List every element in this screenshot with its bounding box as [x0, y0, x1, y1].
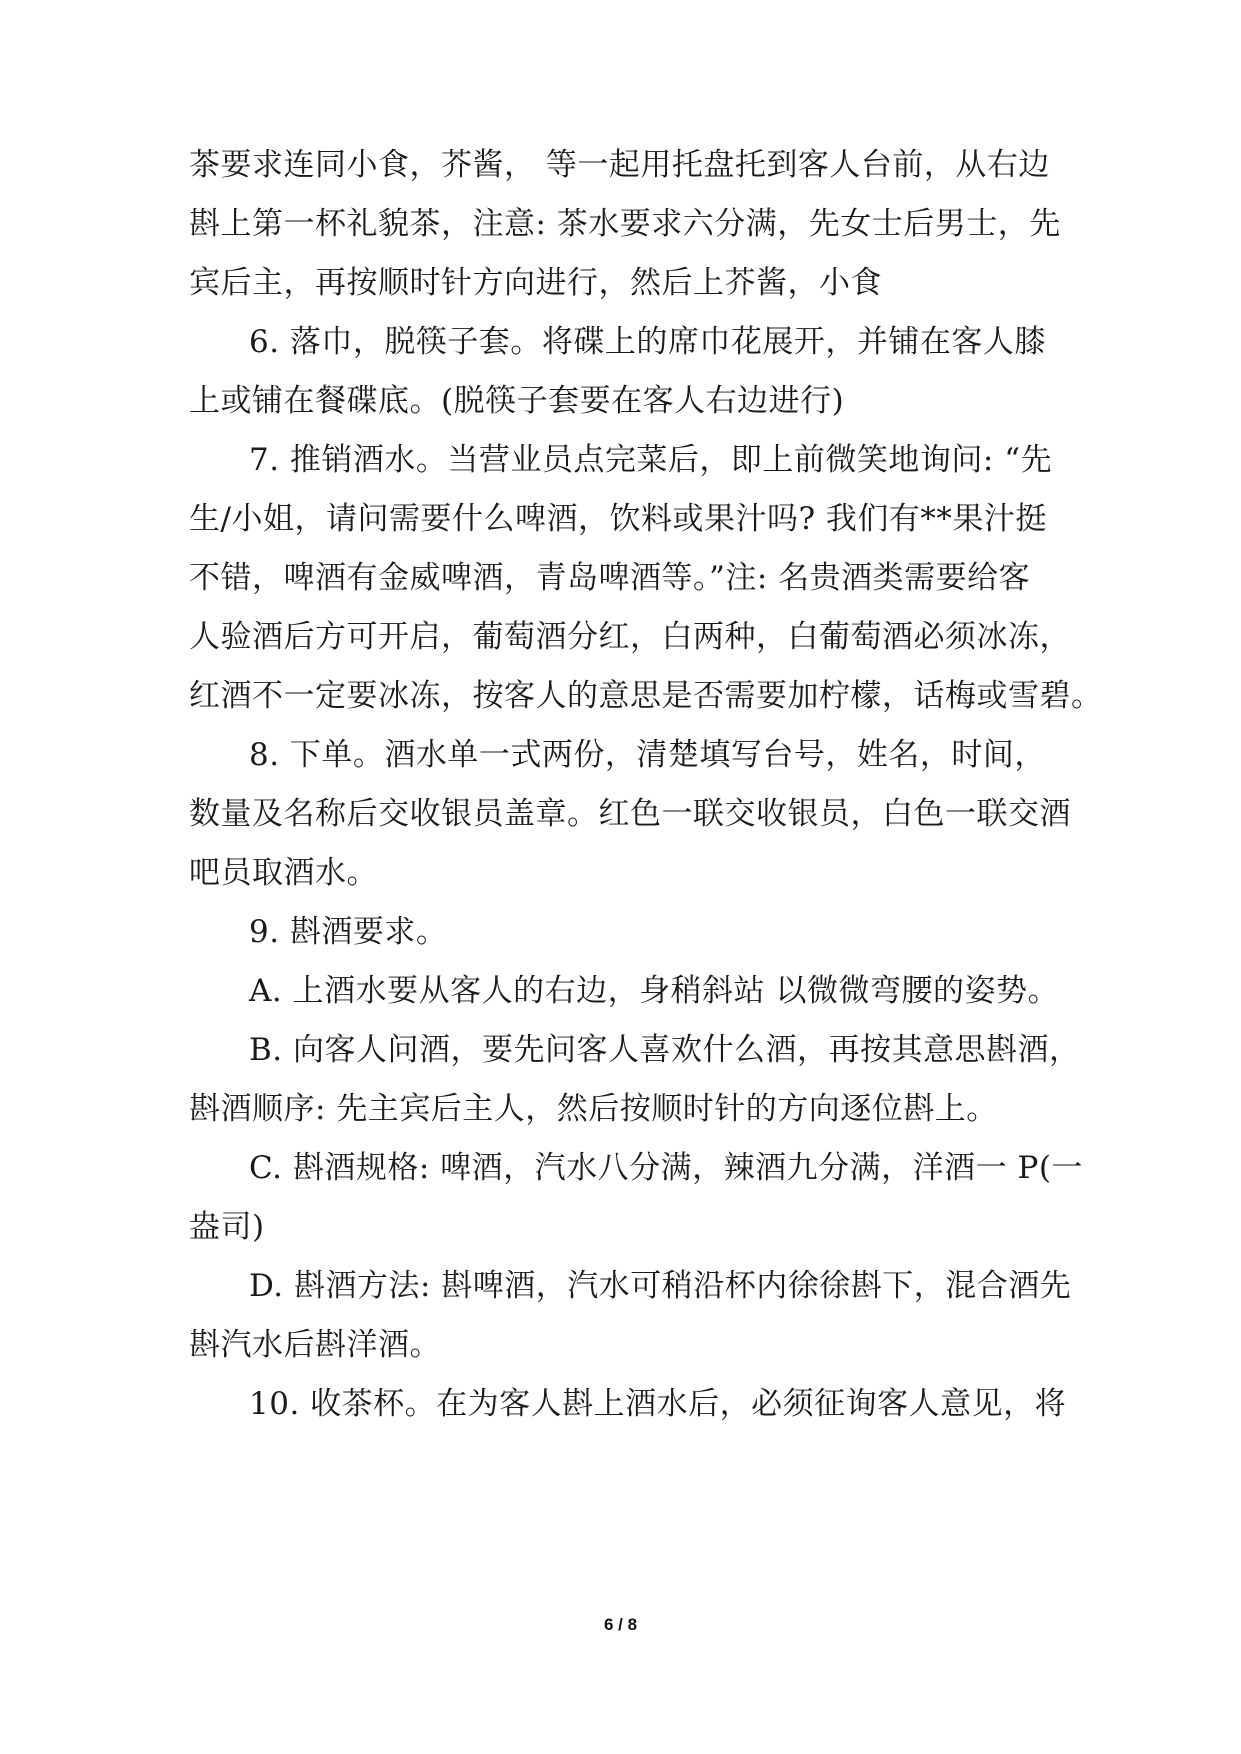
text-line: 斟汽水后斟洋酒。 — [189, 1327, 441, 1363]
text-line: B. 向客人问酒，要先问客人喜欢什么酒，再按其意思斟酒， — [249, 1032, 1081, 1068]
text-line: D. 斟酒方法: 斟啤酒，汽水可稍沿杯内徐徐斟下，混合酒先 — [249, 1268, 1072, 1304]
text-line: 斟酒顺序: 先主宾后主人，然后按顺时针的方向逐位斟上。 — [189, 1091, 998, 1127]
text-line: 6. 落巾，脱筷子套。将碟上的席巾花展开，并铺在客人膝 — [249, 324, 1046, 360]
text-line: 宾后主，再按顺时针方向进行，然后上芥酱，小食 — [189, 265, 882, 301]
text-line: 10. 收茶杯。在为客人斟上酒水后，必须征询客人意见，将 — [249, 1386, 1067, 1422]
text-line: 9. 斟酒要求。 — [249, 914, 448, 950]
text-line: 红酒不一定要冰冻，按客人的意思是否需要加柠檬，话梅或雪碧。 — [189, 678, 1103, 714]
text-line: 生/小姐，请问需要什么啤酒，饮料或果汁吗? 我们有**果汁挺 — [189, 501, 1047, 537]
text-line: 斟上第一杯礼貌茶，注意: 茶水要求六分满，先女士后男士，先 — [189, 206, 1061, 242]
text-line: 盎司) — [189, 1209, 265, 1245]
text-line: 人验酒后方可开启，葡萄酒分红，白两种，白葡萄酒必须冰冻， — [189, 619, 1071, 655]
page-number: 6 / 8 — [603, 1615, 638, 1634]
text-line: C. 斟酒规格: 啤酒，汽水八分满，辣酒九分满，洋酒一 P(一 — [249, 1150, 1083, 1186]
text-line: 数量及名称后交收银员盖章。红色一联交收银员，白色一联交酒 — [189, 796, 1071, 832]
text-line: 茶要求连同小食，芥酱， 等一起用托盘托到客人台前，从右边 — [189, 147, 1050, 183]
text-line: 7. 推销酒水。当营业员点完菜后，即上前微笑地询问: “先 — [249, 442, 1053, 478]
text-line: A. 上酒水要从客人的右边，身稍斜站 以微微弯腰的姿势。 — [249, 973, 1059, 1009]
text-line: 吧员取酒水。 — [189, 855, 378, 891]
text-line: 不错，啤酒有金威啤酒，青岛啤酒等。”注: 名贵酒类需要给客 — [189, 560, 1031, 596]
text-line: 8. 下单。酒水单一式两份，清楚填写台号，姓名，时间， — [249, 737, 1046, 773]
text-line: 上或铺在餐碟底。(脱筷子套要在客人右边进行) — [189, 383, 845, 419]
